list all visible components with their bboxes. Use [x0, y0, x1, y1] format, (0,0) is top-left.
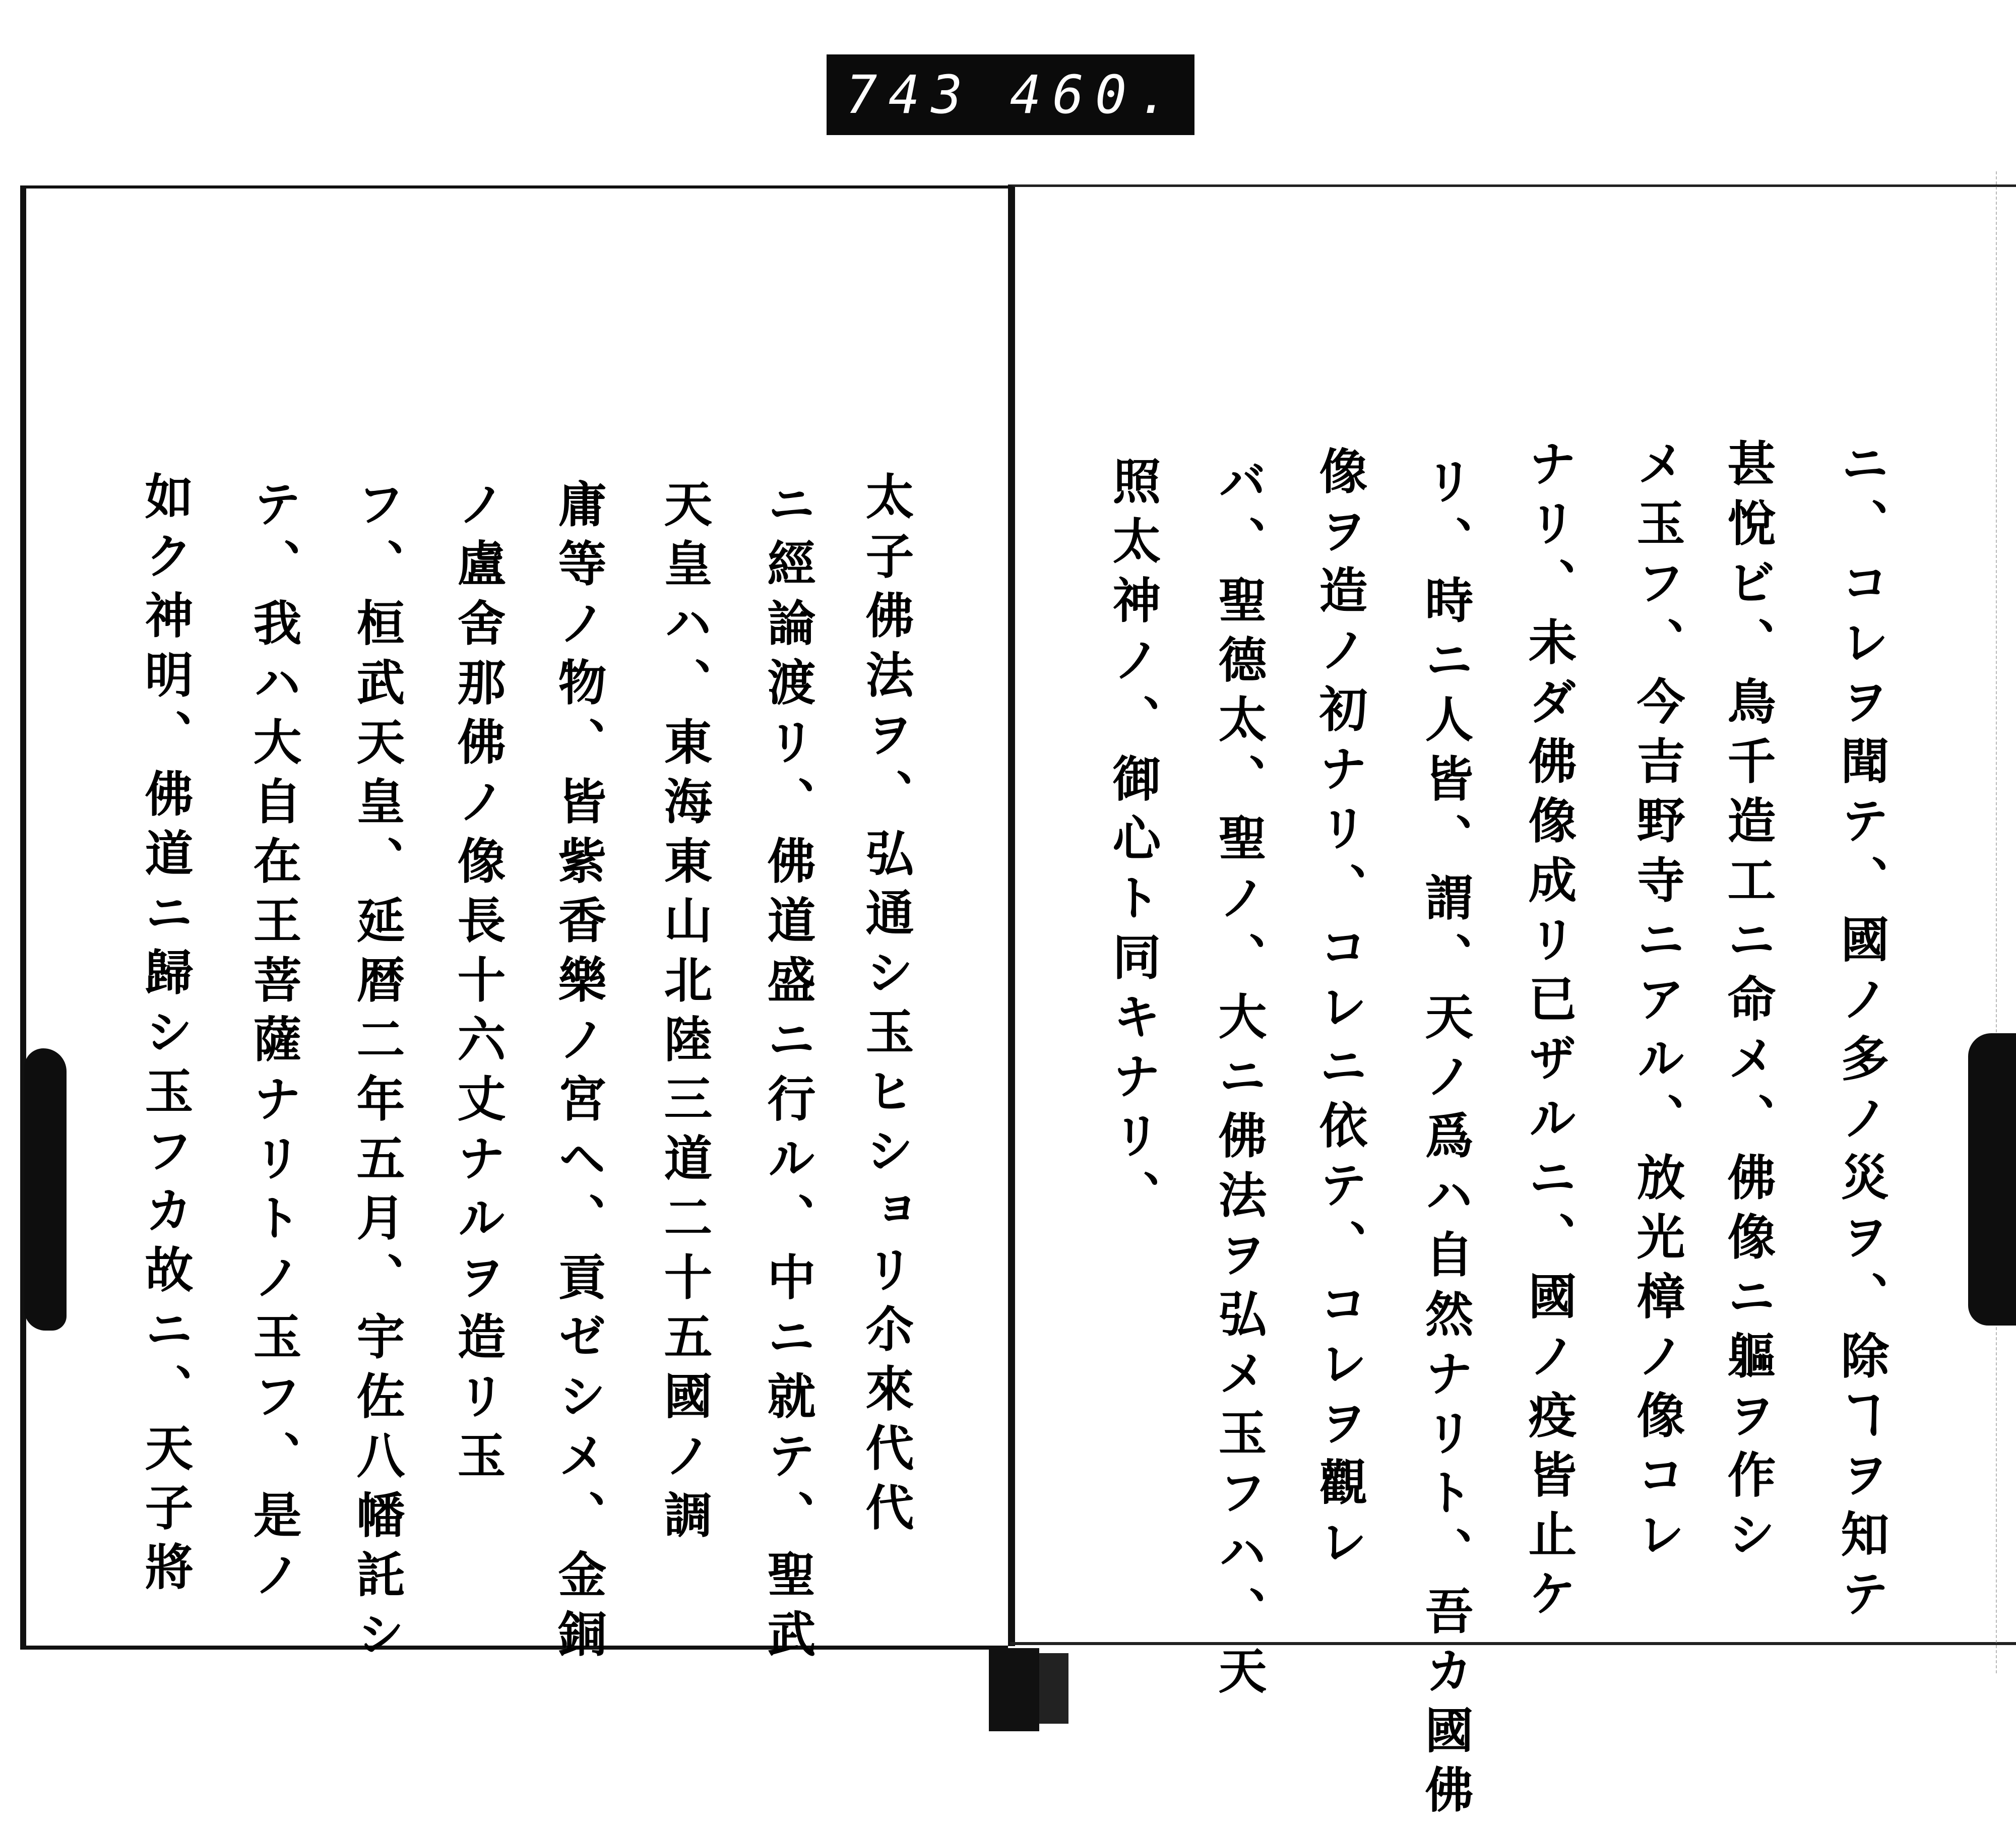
right-page-column-4: ナリ、未ダ佛像成リ已ザルニ、國ノ疫皆止ケ: [1521, 438, 1578, 1628]
left-page-column-5: ノ盧舍那佛ノ像長十六丈ナルヲ造リ玉: [450, 479, 507, 1490]
left-page-column-2: ニ經論渡リ、佛道盛ニ行ル、中ニ就テ、聖武: [760, 479, 816, 1668]
right-page-column-6: 像ヲ造ノ初ナリ、コレニ依テ、コレヲ觀レ: [1311, 446, 1368, 1576]
gutter-shadow-secondary: [1039, 1653, 1068, 1724]
gutter-shadow: [989, 1648, 1039, 1731]
left-page-column-4: 庸等ノ物、皆紫香樂ノ宮ヘ、貢ゼシメ、金銅: [550, 479, 607, 1668]
right-page-bottom-edge: [1010, 1642, 2016, 1645]
left-page-column-8: 如ク神明、佛道ニ歸シ玉フカ故ニ、天子將: [137, 471, 194, 1601]
right-page-column-5: リ、時ニ人皆、謂、天ノ爲ハ自然ナリト、吾カ國佛: [1417, 456, 1474, 1824]
left-page-column-1: 太子佛法ヲ、弘通シ玉ヒショリ尒來代代: [858, 471, 915, 1542]
right-page-column-2: 甚悅ビ、鳥千造工ニ命メ、佛像ニ軀ヲ作シ: [1720, 438, 1777, 1568]
call-number-left: 743: [846, 64, 974, 125]
page-edge-shadow: [1996, 171, 2016, 1673]
right-page-column-1: ニ、コレヲ聞テ、國ノ多ノ災ヲ、除ヿヲ知テ: [1833, 438, 1890, 1628]
right-page-column-7: バ、聖德太、聖ノ、大ニ佛法ヲ弘メ玉フハ、天: [1211, 456, 1268, 1705]
call-number-plate: [827, 54, 1194, 135]
right-page-column-8: 照太神ノ、御心ト同キナリ、: [1105, 456, 1162, 1229]
left-page-column-3: 天皇ハ、東海東山北陸三道二十五國ノ調: [656, 479, 713, 1549]
left-page-column-6: フ、桓武天皇、延暦二年五月、宇佐八幡託シ: [349, 479, 406, 1668]
left-page-column-7: テ、我ハ大自在王菩薩ナリトノ玉フ、是ノ: [245, 479, 302, 1609]
right-page-column-3: メ玉フ、今吉野寺ニアル、放光樟ノ像コレ: [1629, 438, 1686, 1568]
binding-blot-right: [1968, 1033, 2016, 1326]
call-number-right: 460.: [1010, 64, 1180, 125]
binding-blot-left: [24, 1048, 67, 1331]
